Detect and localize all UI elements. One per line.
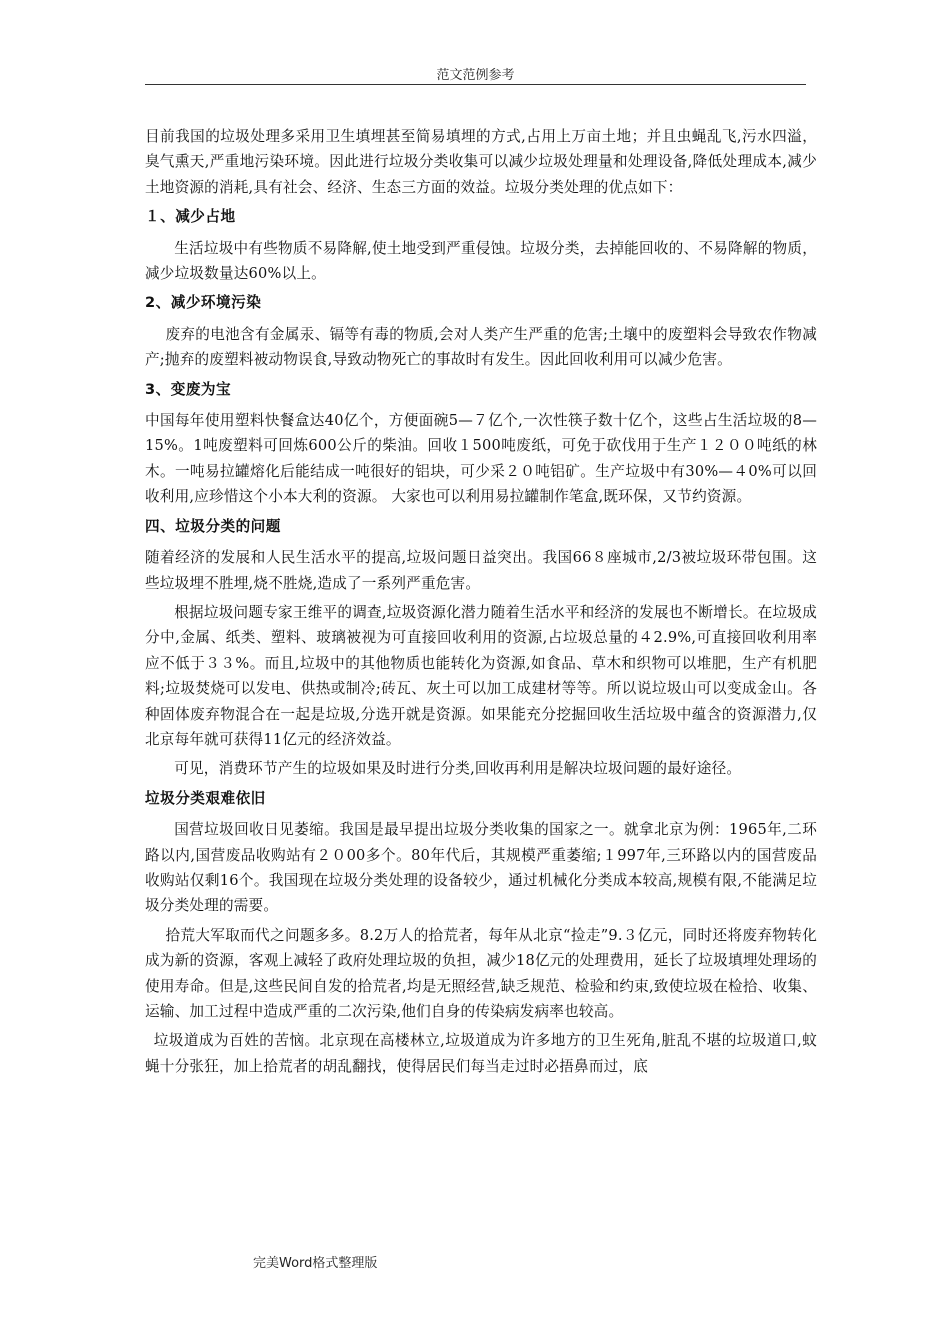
intro-paragraph: 目前我国的垃圾处理多采用卫生填埋甚至简易填埋的方式,占用上万亩土地；并且虫蝇乱飞,污水四溢，臭气熏天,严重地污染环境。因此进行垃圾分类收集可以减少垃圾处理量和处理设备,降低处理成本,减少土地资源的消耗,具有社会、经济、生态三方面的效益。垃圾分类处理的优点如下： — [145, 128, 817, 196]
page-footer: 完美Word格式整理版 — [253, 1256, 378, 1271]
paragraph-reduce-land-use: 生活垃圾中有些物质不易降解,使土地受到严重侵蚀。垃圾分类，去掉能回收的、不易降解的物质，减少垃圾数量达60%以上。 — [145, 239, 817, 283]
heading-waste-to-treasure: 3、变废为宝 — [145, 380, 232, 398]
heading-sorting-problems: 四、垃圾分类的问题 — [145, 517, 281, 535]
paragraph-reduce-pollution: 废弃的电池含有金属汞、镉等有毒的物质,会对人类产生严重的危害;土壤中的废塑料会导致农作物减产;抛弃的废塑料被动物误食,导致动物死亡的事故时有发生。因此回收利用可以减少危害。 — [145, 325, 817, 369]
heading-reduce-land-use: １、减少占地 — [145, 208, 236, 226]
heading-reduce-pollution: 2、减少环境污染 — [145, 294, 262, 312]
page-header: 范文范例参考 — [436, 68, 515, 83]
heading-sorting-difficulty: 垃圾分类艰难依旧 — [145, 789, 266, 807]
document-body — [145, 124, 817, 1083]
paragraph-garbage-chutes: 垃圾道成为百姓的苦恼。北京现在高楼林立,垃圾道成为许多地方的卫生死角,脏乱不堪的垃圾道口,蚊蝇十分张狂，加上拾荒者的胡乱翻找，使得居民们每当走过时必捂鼻而过，底 — [145, 1032, 817, 1075]
header-divider — [145, 84, 806, 85]
paragraph-resource-potential: 根据垃圾问题专家王维平的调查,垃圾资源化潜力随着生活水平和经济的发展也不断增长。在垃圾成分中,金属、纸类、塑料、玻璃被视为可直接回收利用的资源,占垃圾总量的４2.9%,可直接回收利用率应不低于３３%。而且,垃圾中的其他物质也能转化为资源,如食品、草木和织物可以堆肥，生产有机肥料;垃圾焚烧可以发电、供热或制冷;砖瓦、灰土可以加工成建材等等。所以说垃圾山可以变成金山。各种固体废弃物混合在一起是垃圾,分选开就是资源。如果能充分挖掘回收生活垃圾中蕴含的资源潜力,仅北京每年就可获得11亿元的经济效益。 — [145, 603, 817, 748]
paragraph-scavengers: 拾荒大军取而代之问题多多。8.2万人的拾荒者，每年从北京“捡走”9.３亿元，同时还将废弃物转化成为新的资源，客观上减轻了政府处理垃圾的负担，减少18亿元的处理费用，延长了垃圾填埋处理场的使用寿命。但是,这些民间自发的拾荒者,均是无照经营,缺乏规范、检验和约束,致使垃圾在检拾、收集、运输、加工过程中造成严重的二次污染,他们自身的传染病发病率也较高。 — [145, 926, 817, 1020]
paragraph-garbage-growth: 随着经济的发展和人民生活水平的提高,垃圾问题日益突出。我国66８座城市,2/3被垃圾环带包围。这些垃圾埋不胜埋,烧不胜烧,造成了一系列严重危害。 — [145, 549, 817, 592]
paragraph-state-recycling: 国营垃圾回收日见萎缩。我国是最早提出垃圾分类收集的国家之一。就拿北京为例：1965年,二环路以内,国营废品收购站有２０00多个。80年代后，其规模严重萎缩;１997年,三环路以内的国营废品收购站仅剩16个。我国现在垃圾分类处理的设备较少，通过机械化分类成本较高,规模有限,不能满足垃圾分类处理的需要。 — [145, 821, 817, 915]
paragraph-waste-to-treasure: 中国每年使用塑料快餐盒达40亿个，方便面碗5—７亿个,一次性筷子数十亿个，这些占生活垃圾的8—15%。1吨废塑料可回炼600公斤的柴油。回收１500吨废纸，可免于砍伐用于生产１２００吨纸的林木。一吨易拉罐熔化后能结成一吨很好的铝块，可少采２０吨铝矿。生产垃圾中有30%—４0%可以回收利用,应珍惜这个小本大利的资源。 大家也可以利用易拉罐制作笔盒,既环保，又节约资源。 — [145, 412, 817, 506]
paragraph-conclusion: 可见，消费环节产生的垃圾如果及时进行分类,回收再利用是解决垃圾问题的最好途径。 — [174, 760, 742, 778]
